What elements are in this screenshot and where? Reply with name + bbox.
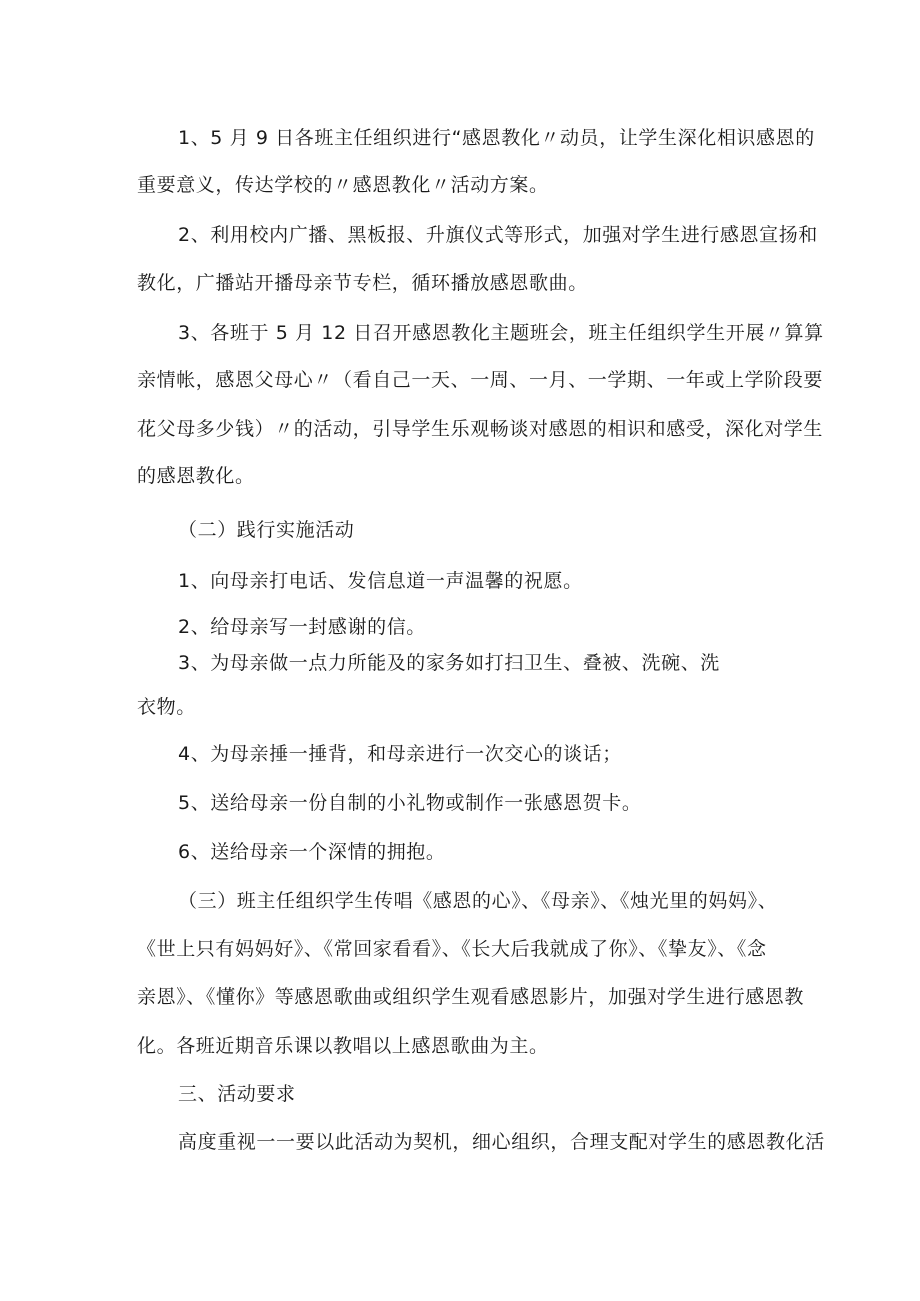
text-line: 3、为母亲做一点力所能及的家务如打扫卫生、叠被、洗碗、洗 — [178, 652, 720, 674]
text-line: 3、各班于 5 月 12 日召开感恩教化主题班会，班主任组织学生开展〃算算 — [178, 322, 824, 344]
text-line: 《世上只有妈妈好》、《常回家看看》、《长大后我就成了你》、《挚友》、《念 — [137, 938, 767, 960]
text-line: 亲恩》、《懂你》等感恩歌曲或组织学生观看感恩影片，加强对学生进行感恩教 — [137, 986, 805, 1008]
text-line: 重要意义，传达学校的〃感恩教化〃活动方案。 — [137, 174, 549, 196]
section-heading: （二）践行实施活动 — [178, 519, 355, 541]
text-line: 花父母多少钱）〃的活动，引导学生乐观畅谈对感恩的相识和感受，深化对学生 — [137, 418, 824, 440]
text-line: 1、5 月 9 日各班主任组织进行“感恩教化〃动员，让学生深化相识感恩的 — [178, 127, 815, 149]
text-line: 1、向母亲打电话、发信息道一声温馨的祝愿。 — [178, 570, 583, 592]
text-line: 的感恩教化。 — [137, 465, 255, 487]
text-line: （三）班主任组织学生传唱《感恩的心》、《母亲》、《烛光里的妈妈》、 — [178, 890, 778, 912]
text-line: 4、为母亲捶一捶背，和母亲进行一次交心的谈话； — [178, 743, 622, 765]
text-line: 2、给母亲写一封感谢的信。 — [178, 616, 426, 638]
section-heading: 三、活动要求 — [178, 1083, 296, 1105]
text-line: 2、利用校内广播、黑板报、升旗仪式等形式，加强对学生进行感恩宣扬和 — [178, 224, 818, 246]
text-line: 教化，广播站开播母亲节专栏，循环播放感恩歌曲。 — [137, 272, 588, 294]
text-line: 5、送给母亲一份自制的小礼物或制作一张感恩贺卡。 — [178, 792, 642, 814]
text-line: 高度重视一一要以此活动为契机，细心组织，合理支配对学生的感恩教化活 — [178, 1131, 825, 1153]
text-line: 衣物。 — [137, 696, 196, 718]
text-line: 6、送给母亲一个深情的拥抱。 — [178, 841, 446, 863]
text-line: 化。各班近期音乐课以教唱以上感恩歌曲为主。 — [137, 1035, 549, 1057]
text-line: 亲情帐，感恩父母心〃（看自己一天、一周、一月、一学期、一年或上学阶段要 — [137, 369, 824, 391]
